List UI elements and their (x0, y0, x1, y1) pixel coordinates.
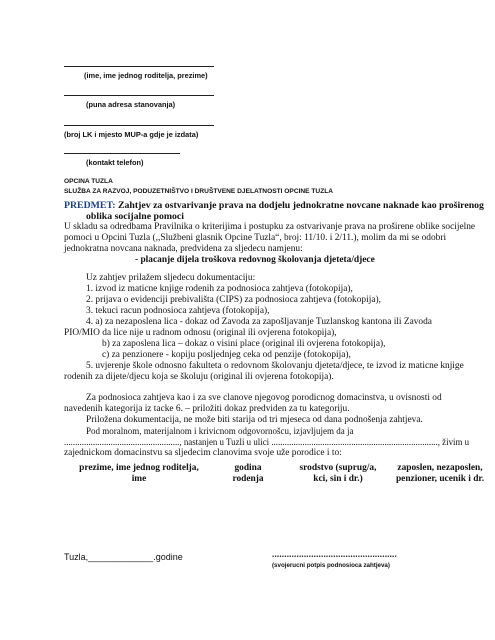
statement-p2: Priložena dokumentacija, ne može biti starija od tri mjeseca od dana podnošenja zahtjeva. (86, 415, 423, 425)
phone-field-label: (kontakt telefon) (86, 158, 144, 167)
recipient-line-1: OPCINA TUZLA (64, 178, 113, 185)
column-header-birth-year (214, 463, 282, 486)
subject-prefix: PREDMET: (64, 200, 116, 211)
intro-line-2: pomoci u Opcini Tuzla (,,Službeni glasnik Opcine Tuzla“, broj: 11/10. i 2/11.), molim da mi se odobri (64, 233, 447, 243)
column-header-status-line-2: penzioner, ucenik i dr. (395, 474, 485, 485)
id-card-field-label: (broj LK i mjesto MUP-a gdje je izdata) (64, 130, 199, 139)
intro-line-3: jednokratna novcana naknada, predvidena za sljedecu namjenu: (64, 244, 303, 254)
phone-line[interactable] (64, 153, 180, 154)
column-header-relation (286, 463, 390, 486)
column-header-relation-line-2: kci, sin i dr.) (313, 474, 363, 485)
name-field-label: (ime, ime jednog roditelja, prezime) (84, 71, 208, 80)
column-header-relation-line-1: srodstvo (suprug/a, (299, 463, 377, 473)
id-card-line[interactable] (64, 125, 214, 126)
purpose: - placanje dijela troškova redovnog školovanja djeteta/djece (135, 255, 375, 265)
column-header-name-line-2: ime (131, 474, 147, 485)
column-header-birth-year-line-2: rodenja (232, 474, 264, 485)
document-item-4a: 4. a) za nezaposlena lica - dokaz od Zavoda za zapošljavanje Tuzlanskog kantona ili Zavoda (86, 317, 432, 327)
address-line[interactable] (64, 95, 214, 96)
column-header-status-line-1: zaposlen, nezaposlen, (397, 463, 483, 473)
column-header-birth-year-line-1: godina (234, 463, 262, 473)
subject-line-1: Zahtjev za ostvarivanje prava na dodjelu jednokratne novcane naknade kao proširenog (115, 200, 484, 211)
column-header-name (64, 463, 214, 486)
document-item-5-cont: rodenih za dijete/djecu koja se školuju (original ili ovjerena fotokopija). (64, 372, 334, 382)
statement-p3-line-1: Pod moralnom, materijalnom i krivicnom odgovornošcu, izjavljujem da ja (86, 426, 354, 436)
document-item-4c: c) za penzionere - kopiju posljednjeg ceka od penzije (fotokopija), (102, 350, 351, 360)
document-item-4b: b) za zaposlena lica – dokaz o visini place (original ili ovjerena fotokopija), (102, 339, 386, 349)
column-header-name-line-1: prezime, ime jednog roditelja, (79, 463, 199, 473)
place-date-field[interactable]: Tuzla,_____________.godine (64, 552, 183, 562)
column-header-status (390, 463, 490, 486)
document-item-1: 1. izvod iz maticne knjige rodenih za podnosioca zahtjeva (fotokopija), (86, 284, 353, 294)
subject (64, 200, 484, 211)
statement-p1-line-1: Za podnosioca zahtjeva kao i za sve clanove njegovog porodicnog domacinstva, u ovisnosti od (86, 393, 442, 403)
statement-p3-line-2: ...................................................., nastanjen u Tuzli u ulici ..........................................................................., živim u (64, 437, 470, 447)
name-line[interactable] (64, 66, 214, 67)
statement-p3-line-3: zajednickom domacinstvu sa sljedecim clanovima svoje uže porodice i to: (64, 448, 342, 458)
document-item-2: 2. prijava o evidenciji prebivališta (CIPS) za podnosioca zahtjeva (fotokopija), (86, 295, 381, 305)
document-item-5: 5. uvjerenje škole odnosno fakulteta o redovnom školovanju djeteta/djece, te izvod iz maticne knjige (86, 361, 464, 371)
intro-line-1: U skladu sa odredbama Pravilnika o kriterijima i postupku za ostvarivanje prava na proširene oblike socijelne (64, 222, 476, 232)
statement-p1-line-2: navedenih kategorija iz tacke 6. – priložiti dokaz predviden za tu kategoriju. (64, 404, 350, 414)
recipient-line-2: SLUŽBA ZA RAZVOJ, PODUZETNIŠTVO I DRUŠTVENE DJELATNOSTI OPCINE TUZLA (64, 188, 334, 195)
document-item-3: 3. tekuci racun podnosioca zahtjeva (fotokopija), (86, 306, 270, 316)
signature-label: (svojerucni potpis podnosioca zahtjeva) (272, 562, 390, 569)
signature-line[interactable]: ................................................... (272, 549, 397, 559)
document-item-4a-cont: PIO/MIO da lice nije u radnom odnosu (original ili ovjerena fotokopija), (64, 328, 337, 338)
address-field-label: (puna adresa stanovanja) (86, 100, 176, 109)
subject-line-2: oblika socijalne pomoci (86, 211, 184, 222)
documents-heading: Uz zahtjev prilažem sljedecu dokumentaciju: (86, 273, 256, 283)
